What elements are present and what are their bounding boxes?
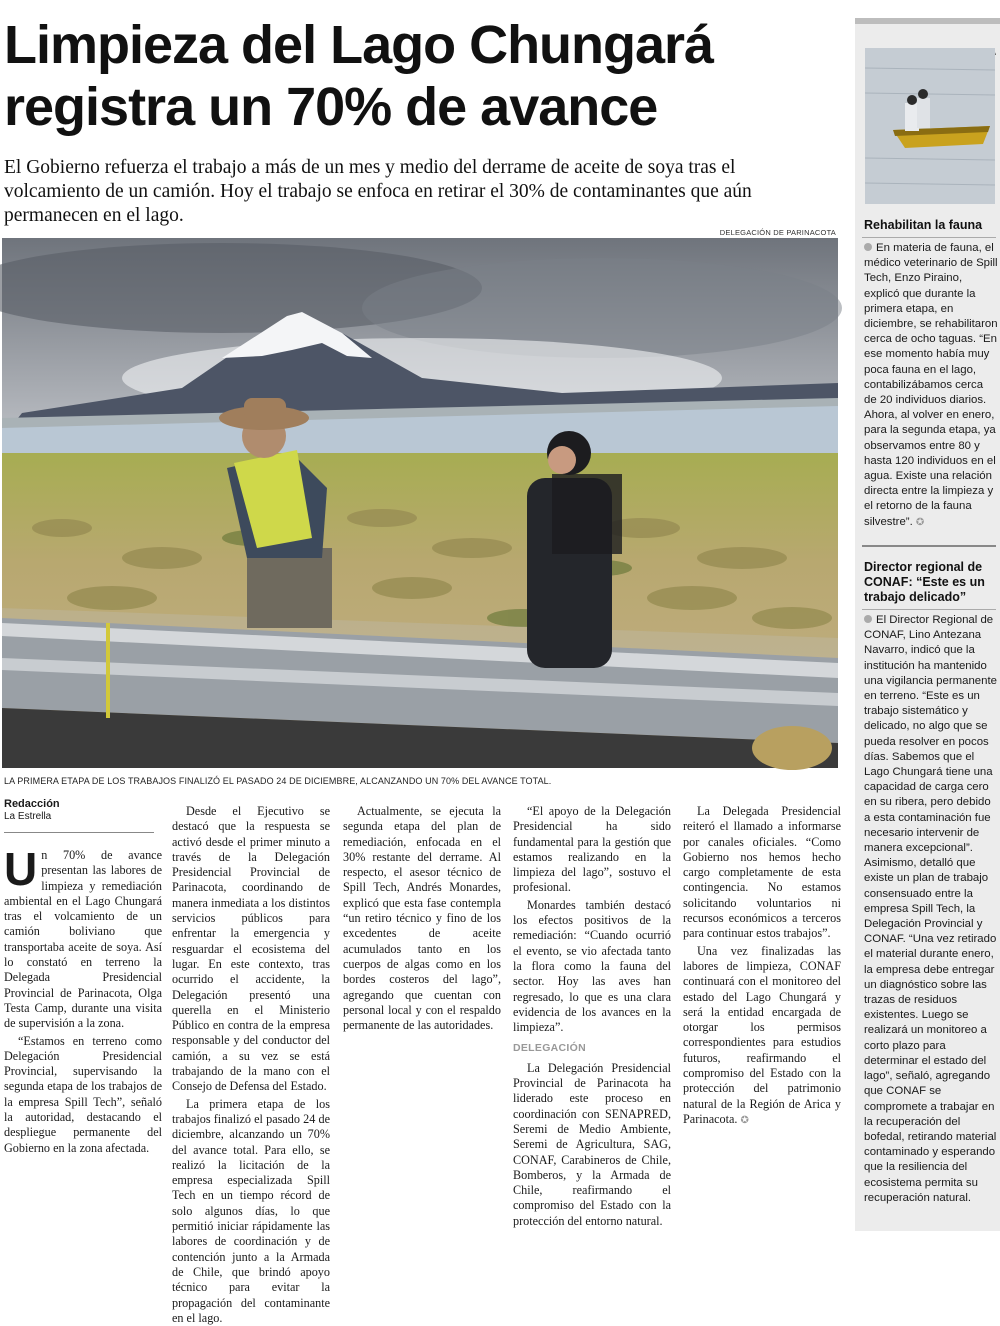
byline [4, 798, 154, 822]
paragraph: Asimismo, detalló que existe un plan de trabajo consensuado entre la empresa Spill Tech, la Delegación Provincial y CONAF. “Una vez retirado el material durante enero, la empresa debe entregar un diagnóstico sobre las trazas de residuos existentes. Luego se realizará un monitoreo a corto plazo para determinar el estado del lago”, señaló, agregando que CONAF se compromete a trabajar en la recuperación del bofedal, retirando material contaminado y esperando que la resiliencia del ecosistema permita su recuperación natural. [864, 857, 997, 1204]
sidebar-box1-text [864, 241, 998, 541]
photo-credit: DELEGACIÓN DE PARINACOTA [719, 228, 836, 237]
byline-author: Redacción [4, 798, 60, 810]
byline-divider [4, 832, 154, 833]
paragraph [864, 241, 998, 530]
subhead: DELEGACIÓN [513, 1042, 587, 1055]
sidebar-divider [862, 237, 996, 238]
paragraph: “El apoyo de la Delegación Presidencial ha sido fundamental para la gestión que estamos realizando en la limpieza del lago”, sostuvo el profesional. [513, 804, 671, 895]
end-mark-icon: ✪ [740, 1114, 749, 1126]
body-column-3 [343, 804, 501, 1229]
headline: Limpieza del Lago Chungará registra un 70% de avance [4, 15, 714, 137]
sidebar-box1-title: Rehabilitan la fauna [864, 218, 983, 232]
paragraph-text: El Director Regional de CONAF, Lino Antezana Navarro, indicó que la institución ha mantenido una vigilancia permanente en terreno. “Este es un trabajo sistemático y delicado, no algo que se pueda resolver en pocos días. Sabemos que el Lago Chungará tiene una capacidad de carga cero en su ribera, pero debido a esta contaminación fue necesario intervenir de manera excepcional”. [864, 614, 997, 855]
paragraph [4, 843, 162, 1032]
sidebar-box2-title: Director regional de CONAF: “Este es un trabajo delicado” [864, 560, 985, 604]
paragraph-text: En materia de fauna, el médico veterinario de Spill Tech, Enzo Piraino, explicó que durante la primera etapa, en diciembre, se rehabilitaron cerca de ocho taguas. “En ese momento había muy poca fauna en el lago, contabilizábamos cerca de 20 individuos diarios. Ahora, al volver en enero, para la segunda etapa, ya observamos entre 80 y hasta 120 individuos en el agua. Existe una relación directa entre la limpieza y el retorno de la fauna silvestre”. [864, 242, 998, 528]
paragraph: Monardes también destacó los efectos positivos de la remediación: “Cuando ocurrió el evento, se vio afectada tanto la flora como la fauna del sector. Hoy las aves han regresado, lo que es una clara evidencia de los avances en la limpieza”. [513, 897, 671, 1035]
paragraph: “Estamos en terreno como Delegación Presidencial Provincial, supervisando la segunda etapa de los trabajos de la empresa Spill Tech”, señaló la autoridad, destacando el despliegue permanente del Gobierno en la zona afectada. [4, 1033, 162, 1155]
paragraph-text: n 70% de avance presentan las labores de limpieza y remediación ambiental en el Lago Chungará tras el volcamiento de un camión boliviano que transportaba aceite de soya. Así lo constató en terreno la Delegada Presidencial Provincial de Parinacota, Olga Testa Camp, durante una visita de supervisión a la zona. [4, 848, 162, 1031]
body-column-1 [4, 843, 162, 1229]
body-column-4 [513, 804, 671, 1229]
dropcap: U [4, 843, 38, 895]
main-photo [2, 238, 838, 768]
body-column-2 [172, 804, 330, 1325]
paragraph: Desde el Ejecutivo se destacó que la respuesta se activó desde el primer minuto a través de la Delegación Presidencial Provincial de Parinacota, coordinando de manera inmediata a los distintos servicios públicos para enfrentar la emergencia y resguardar el ecosistema del lugar. En este contexto, tras ocurrido el accidente, la Delegación presentó una querella en el Ministerio Público en contra de la empresa responsable y del conductor del camión, a su vez se está trabajando de la mano con el Consejo de Defensa del Estado. [172, 804, 330, 1094]
deck: El Gobierno refuerza el trabajo a más de un mes y medio del derrame de aceite de soya tras el volcamiento de un camión. Hoy el trabajo se enfoca en retirar el 30% de contaminantes que aún permanecen en el lago. [4, 157, 752, 226]
byline-source: La Estrella [4, 811, 52, 822]
bullet-icon [864, 615, 872, 623]
sidebar-divider [862, 609, 996, 610]
body-column-5 [683, 804, 841, 1229]
photo-caption: LA PRIMERA ETAPA DE LOS TRABAJOS FINALIZÓ EL PASADO 24 DE DICIEMBRE, ALCANZANDO UN 70% DEL AVANCE TOTAL. [4, 776, 552, 786]
paragraph: La primera etapa de los trabajos finalizó el pasado 24 de diciembre, alcanzando un 70% del avance total. Para ello, se realizó la licitación de la empresa especializada Spill Tech en un tiempo récord de solo algunos días, lo que permitió iniciar rápidamente las labores de coordinación y de contención junto a la Armada de Chile, que brindó apoyo técnico para evitar la propagación del contaminante en el lago. [172, 1096, 330, 1325]
sidebar-divider [862, 545, 996, 547]
paragraph [683, 944, 841, 1129]
sidebar-box2-text [864, 613, 998, 1225]
end-mark-icon: ✪ [915, 516, 925, 528]
paragraph-text: Una vez finalizadas las labores de limpieza, CONAF continuará con el monitoreo del estado del Lago Chungará y será la entidad encargada de otorgar los permisos correspondientes para estudios futuros, reafirmando el compromiso del Estado con la protección del patrimonio natural de la Región de Arica y Parinacota. [683, 943, 841, 1126]
sidebar-photo [865, 48, 995, 204]
paragraph [864, 613, 998, 856]
paragraph: La Delegación Presidencial Provincial de Parinacota ha liderado este proceso en coordinación con SENAPRED, Seremi de Medio Ambiente, Seremi de Agricultura, SAG, CONAF, Carabineros de Chile, Bomberos, y la Armada de Chile, reafirmando el compromiso del Estado con la protección del entorno natural. [513, 1060, 671, 1228]
paragraph: La Delegada Presidencial reiteró el llamado a informarse por canales oficiales. “Como Gobierno nos hemos hecho cargo completamente de esta contingencia. No estamos solicitando voluntarios ni recursos económicos a terceros para continuar estos trabajos”. [683, 804, 841, 941]
bullet-icon [864, 243, 872, 251]
paragraph: Actualmente, se ejecuta la segunda etapa del plan de remediación, enfocada en el 30% restante del derrame. Al respecto, el asesor técnico de Spill Tech, Andrés Monardes, explicó que esta fase contempla “un retiro técnico y fino de los excedentes de aceite acumulados tanto en los cuerpos de algas como en los bordes costeros del lago”, agregando que cuentan con personal local y con el respaldo permanente de las autoridades. [343, 804, 501, 1033]
